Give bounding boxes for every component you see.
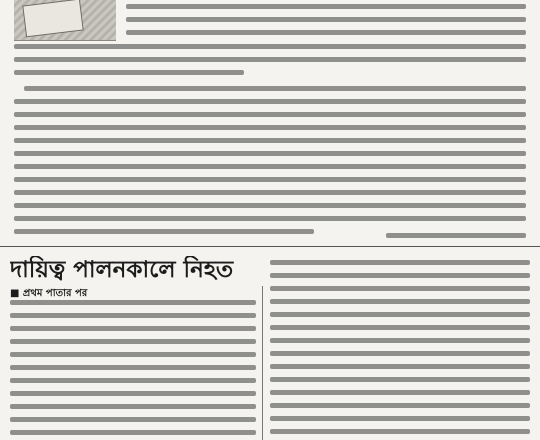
column-divider (262, 286, 263, 440)
continued-from-front-page: ■ প্রথম পাতার পর (10, 288, 88, 299)
photo-notebook-shape (22, 0, 83, 37)
article-headline: দায়িত্ব পালনকালে নিহত (10, 257, 234, 283)
section-divider (0, 246, 540, 247)
page-turn-reference (386, 228, 526, 239)
article-photo (14, 0, 116, 41)
